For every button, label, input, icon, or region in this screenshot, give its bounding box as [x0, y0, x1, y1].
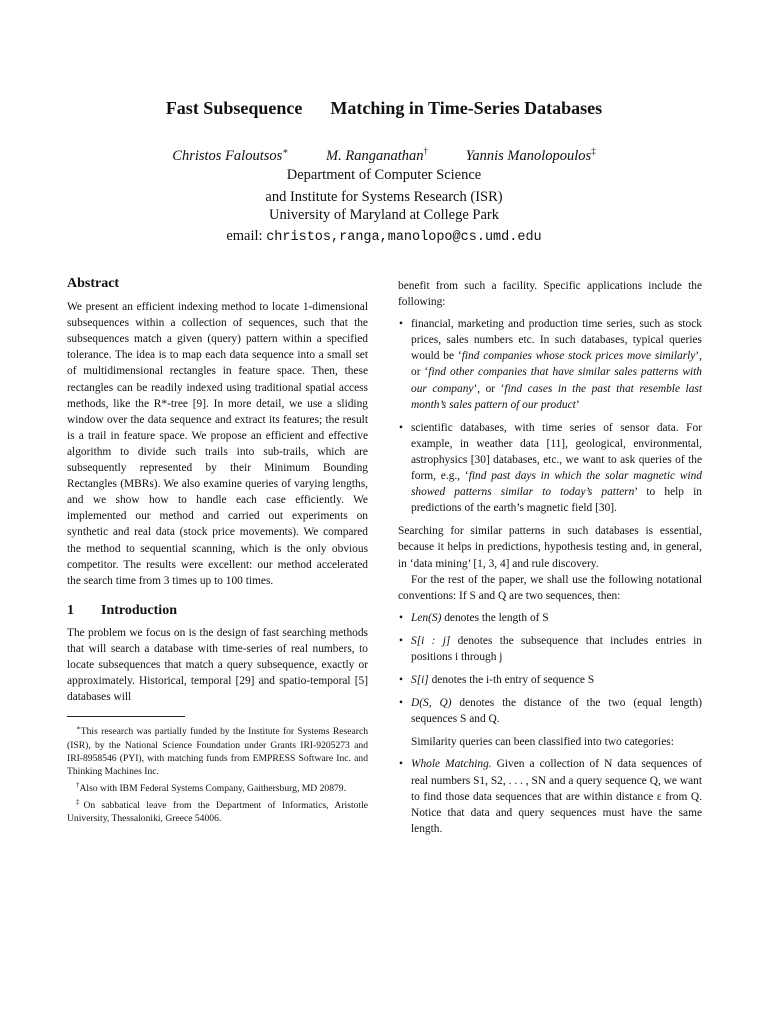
abstract-heading: Abstract [67, 276, 120, 291]
right-column [398, 278, 702, 844]
author-mark: † [423, 146, 428, 156]
list-item [398, 420, 702, 517]
footnote-text: Also with IBM Federal Systems Company, Gaithersburg, MD 20879. [79, 782, 346, 794]
item-text: ’, or ‘ [473, 382, 505, 395]
application-list [398, 316, 702, 516]
list-item [398, 633, 702, 665]
footnote [67, 796, 368, 825]
introduction-text: The problem we focus on is the design of fast searching methods that will search a database with time-series of real numbers, to locate subsequences that match a query subsequence, exactly or approximately. Historical, temporal [29] and spatio-temporal [5] databases will [67, 626, 368, 704]
email-label: email: [226, 228, 263, 244]
footnotes [67, 722, 368, 825]
author-1 [172, 148, 288, 164]
item-text: denotes the distance of the two (equal length) sequences S and Q. [411, 697, 702, 726]
bullet: • [399, 634, 403, 647]
paragraph: benefit from such a facility. Specific applications include the following: [398, 280, 702, 309]
bullet: • [399, 697, 403, 710]
author-2 [326, 148, 428, 164]
list-item [398, 610, 702, 626]
item-text: ’ to help in predictions of the earth’s magnetic field [30]. [411, 486, 703, 515]
author-mark: ∗ [282, 146, 289, 156]
math-term: Len(S) [411, 611, 442, 624]
item-text: Given a collection of N data sequences of real numbers S1, S2, . . . , SN and a query sequence Q, we want to find those data sequences that are within distance ε from Q. Notice that data and query sequences must have the same length. [411, 758, 703, 835]
author-name: Yannis Manolopoulos [465, 147, 592, 164]
bullet: • [399, 421, 403, 434]
footnote-text: This research was partially funded by the Institute for Systems Research (ISR), by the National Science Foundation under Grants IRI-9205273 and IRI-8958546 (PYI), with matching funds from EMPRESS Software Inc. and Thinking Machines Inc. [67, 726, 368, 777]
paragraph: Similarity queries can been classified into two categories: [411, 736, 674, 749]
section-heading-introduction [67, 603, 368, 619]
email-address: christos,ranga,manolopo@cs.umd.edu [266, 230, 542, 245]
footnote-mark: ‡ [76, 797, 84, 806]
footnote-rule [67, 716, 185, 717]
author-3 [466, 148, 596, 164]
item-text: denotes the i-th entry of sequence S [428, 674, 595, 687]
query-example: find cases in the past that resemble last month’s sales pattern of our product [411, 382, 702, 411]
list-item [398, 316, 702, 413]
math-term: D(S, Q) [411, 697, 452, 710]
title-part-1: Fast Subsequence [165, 98, 303, 118]
list-item [398, 756, 702, 836]
bullet: • [399, 318, 403, 331]
bullet: • [399, 674, 403, 687]
paragraph: Searching for similar patterns in such databases is essential, because it helps in predictions, hypothesis testing and, in general, in ‘data mining’ [1, 3, 4] and rule discovery. [398, 525, 702, 570]
query-example: find other companies that have similar sales patterns with our company [411, 366, 702, 395]
category-label: Whole Matching. [411, 758, 492, 771]
paragraph: For the rest of the paper, we shall use the following notational conventions: If S and Q are two sequences, then: [398, 573, 702, 602]
email-line [0, 228, 768, 245]
query-category-list [398, 756, 702, 836]
query-example: find past days in which the solar magnetic wind showed patterns similar to today’s pattern [411, 470, 702, 499]
item-text: ’ [575, 398, 580, 411]
author-name: Christos Faloutsos [172, 147, 283, 164]
math-term: S[i : j] [411, 634, 451, 647]
author-mark: ‡ [591, 146, 596, 156]
item-text: financial, marketing and production time series, such as stock prices, sales numbers etc. In such databases, typical queries would be ‘ [411, 318, 702, 363]
author-name: M. Ranganathan [326, 147, 424, 164]
math-term: S[i] [411, 674, 429, 687]
notation-list [398, 610, 702, 728]
affiliation-line-3: University of Maryland at College Park [269, 207, 499, 223]
section-number: 1 [67, 602, 74, 618]
item-text: scientific databases, with time series of sensor data. For example, in weather data [11], geological, environmental, astrophysics [30] databases, etc., we want to ask queries of the form, e.g., ‘ [411, 421, 702, 483]
footnote-mark: † [76, 780, 80, 789]
section-title: Introduction [101, 602, 177, 618]
list-item [398, 672, 702, 688]
footnote [67, 779, 368, 795]
left-column [67, 276, 368, 826]
list-item [398, 695, 702, 727]
item-text: denotes the length of S [441, 611, 549, 624]
bullet: • [399, 611, 403, 624]
abstract-text: We present an efficient indexing method to locate 1-dimensional subsequences within a collection of sequences, such that the subsequences match a given (query) pattern within a specified tolerance. The idea is to map each data sequence into a small set of multidimensional rectangles in feature space. Then, these rectangles can be readily indexed using traditional spatial access methods, like the R*-tree [9]. In more detail, we use a sliding window over the data sequence and extract its features; the result is a trail in feature space. We propose an efficient and effective algorithm to divide such trails into sub-trails, which are subsequently represented by their Minimum Bounding Rectangles (MBRs). We also examine queries of varying lengths, and we show how to handle each case efficiently. We implemented our method and carried out experiments on synthetic and real data (stock price movements). We compared the method to sequential scanning, which is the only obvious competitor. The results were excellent: our method accelerated the search time from 3 times up to 100 times. [67, 301, 368, 587]
item-text: denotes the subsequence that includes entries in positions i through j [411, 634, 702, 663]
footnote-mark: ∗ [76, 724, 81, 733]
footnote-text: On sabbatical leave from the Department of Informatics, Aristotle University, Thessaloniki, Greece 54006. [67, 799, 368, 824]
query-example: find companies whose stock prices move similarly [461, 350, 696, 363]
paper-title [0, 98, 768, 119]
affiliation-line-1: Department of Computer Science [286, 167, 482, 183]
title-part-2: Matching in Time-Series Databases [330, 98, 603, 118]
bullet: • [399, 758, 403, 771]
affiliation-line-2: and Institute for Systems Research (ISR) [265, 189, 503, 205]
footnote [67, 722, 368, 777]
item-text: ’, or ‘ [411, 350, 703, 379]
author-list [0, 146, 768, 165]
